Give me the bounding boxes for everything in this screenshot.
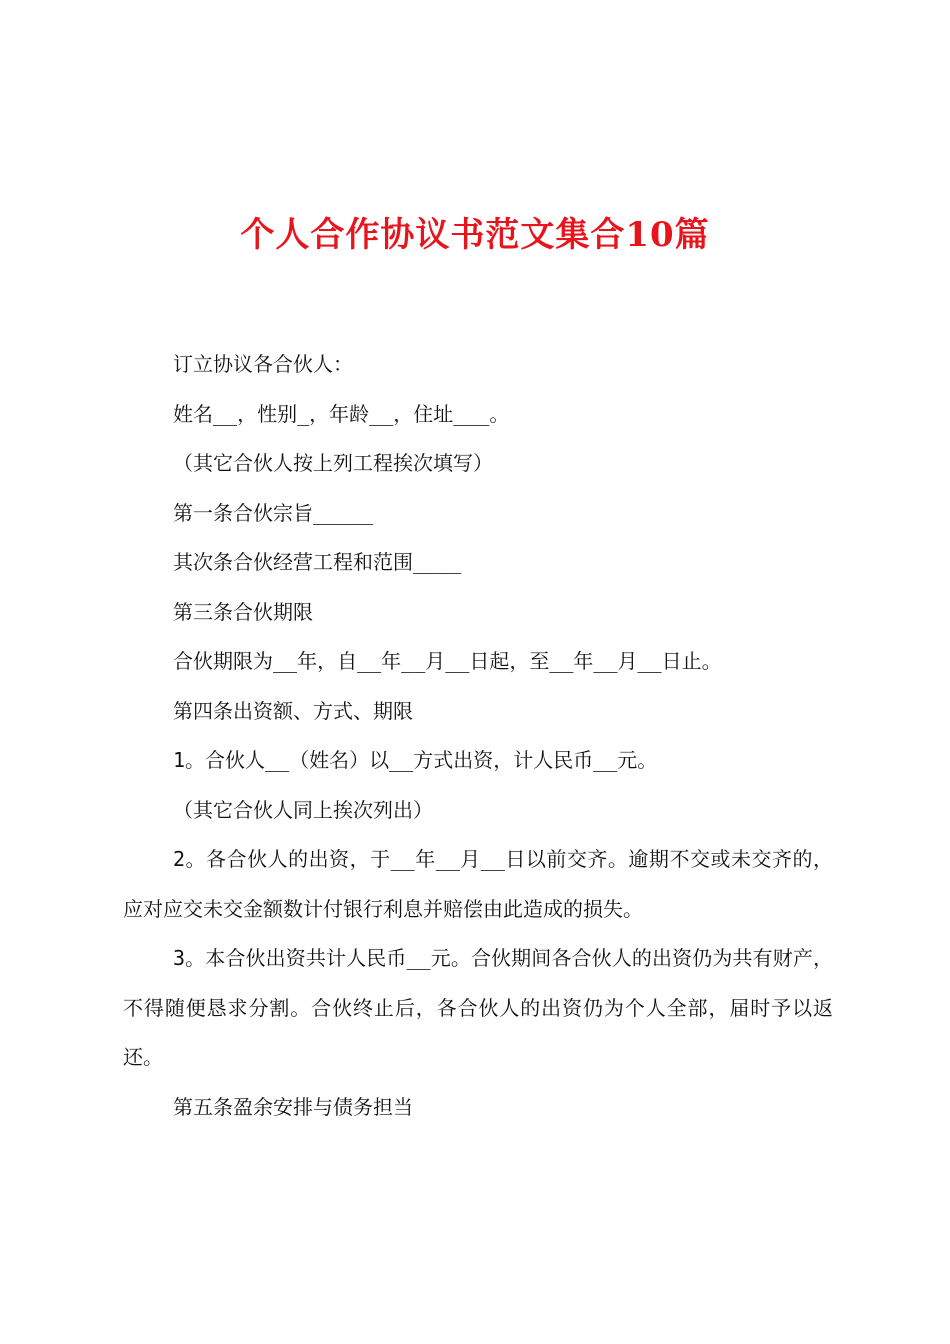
paragraph-item-3: 3。本合伙出资共计人民币__元。合伙期间各合伙人的出资仍为共有财产，不得随便恳求分割。合伙终止后，各合伙人的出资仍为个人全部，届时予以返还。 [123,946,833,1069]
paragraph-other-partners-note: （其它合伙人按上列工程挨次填写） [173,451,493,475]
document-title: 个人合作协议书范文集合10篇 [240,215,710,255]
document-body [123,340,833,1132]
paragraph-other-partners-list: （其它合伙人同上挨次列出） [173,797,433,822]
paragraph-signatories: 订立协议各合伙人： [173,352,353,376]
paragraph-article-1: 第一条合伙宗旨_____ [173,500,374,525]
paragraph-term: 合伙期限为__年，自__年__月__日起，至__年__月__日止。 [173,649,722,673]
paragraph-personal-info: 姓名__，性别_，年龄__，住址___。 [173,401,510,426]
paragraph-item-1: 1。合伙人__（姓名）以__方式出资，计人民币__元。 [173,748,658,772]
paragraph-article-5: 第五条盈余安排与债务担当 [173,1094,413,1119]
paragraph-article-2: 其次条合伙经营工程和范围____ [173,550,462,574]
paragraph-article-3: 第三条合伙期限 [173,599,313,624]
paragraph-item-2: 2。各合伙人的出资，于__年__月__日以前交齐。逾期不交或未交齐的，应对应交未交金额数计付银行利息并赔偿由此造成的损失。 [123,847,833,921]
paragraph-article-4: 第四条出资额、方式、期限 [173,698,413,723]
